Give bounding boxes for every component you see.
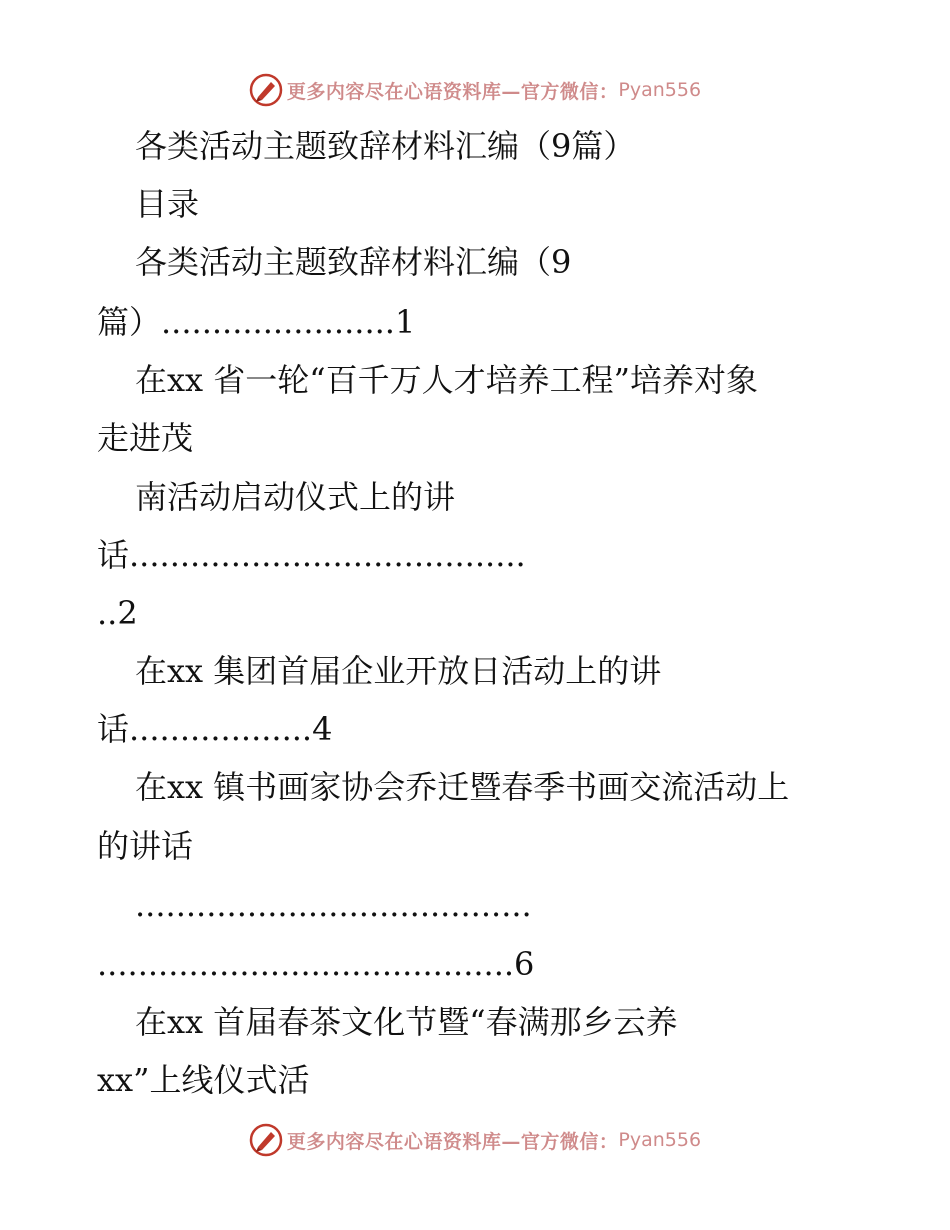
watermark-wechat-id: Pyan556 [618, 79, 702, 101]
watermark-text: 更多内容尽在心语资料库—官方微信： [286, 1130, 619, 1153]
watermark-banner-bottom [0, 1120, 950, 1160]
toc-line: ..2 [97, 594, 138, 632]
toc-line: ....................................... [135, 886, 532, 924]
toc-line: 篇）.......................1 [97, 303, 416, 341]
toc-line: 话..................4 [97, 710, 333, 748]
toc-line: 的讲话 [97, 827, 194, 865]
toc-line: 在xx 集团首届企业开放日活动上的讲 [135, 652, 662, 690]
pen-logo-icon [249, 73, 283, 107]
document-title: 各类活动主题致辞材料汇编（9篇） [135, 127, 636, 165]
toc-line: 在xx 首届春茶文化节暨“春满那乡云养 [135, 1003, 678, 1041]
toc-line: xx”上线仪式活 [97, 1061, 310, 1099]
watermark-wechat-id: Pyan556 [618, 1129, 702, 1151]
toc-heading: 目录 [135, 185, 200, 223]
toc-line: 在xx 省一轮“百千万人才培养工程”培养对象 [135, 361, 758, 399]
toc-line: 各类活动主题致辞材料汇编（9 [135, 243, 572, 281]
toc-line: 话....................................... [97, 536, 526, 574]
toc-line: 在xx 镇书画家协会乔迁暨春季书画交流活动上 [135, 768, 790, 806]
toc-line: .........................................6 [97, 945, 535, 983]
pen-logo-icon [249, 1123, 283, 1157]
toc-line: 走进茂 [97, 419, 194, 457]
toc-line: 南活动启动仪式上的讲 [135, 478, 456, 516]
watermark-text: 更多内容尽在心语资料库—官方微信： [286, 80, 619, 103]
watermark-banner-top [0, 70, 950, 110]
